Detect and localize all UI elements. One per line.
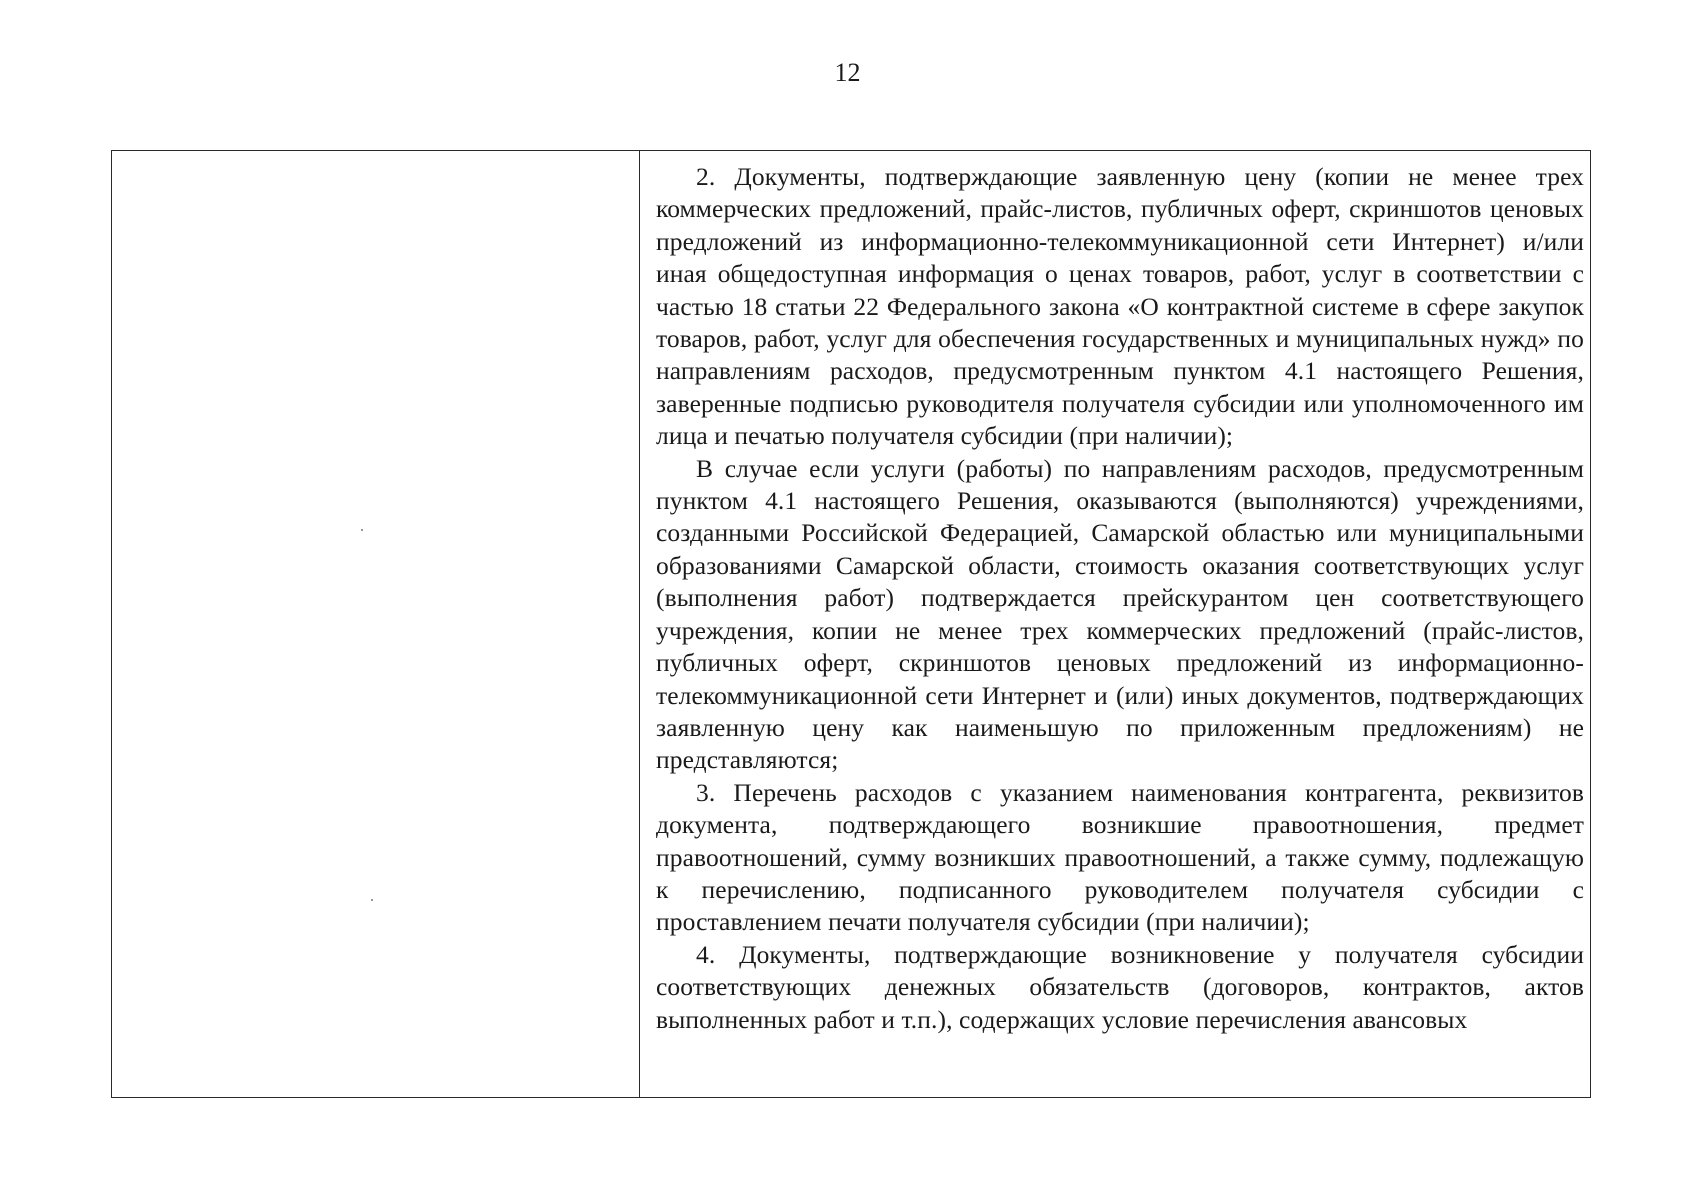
document-table [111,150,1591,1098]
scan-speck [361,529,363,531]
paragraph-exception: В случае если услуги (работы) по направлениям расходов, предусмотренным пунктом 4.1 настоящего Решения, оказываются (выполняются) учреждениями, созданными Российской Федерацией, Самарской областью или муниципальными образованиями Самарской области, стоимость оказания соответствующих услуг (выполнения работ) подтверждается прейскурантом цен соответствующего учреждения, копии не менее трех коммерческих предложений (прайс-листов, публичных оферт, скриншотов ценовых предложений из информационно-телекоммуникационной сети Интернет и (или) иных документов, подтверждающих заявленную цену как наименьшую по приложенным предложениям) не представляются; [656,453,1584,775]
table-right-cell [640,151,1590,1097]
page-number: 12 [834,58,861,87]
paragraph-item-3: 3. Перечень расходов с указанием наименования контрагента, реквизитов документа, подтверждающего возникшие правоотношения, предмет правоотношений, сумму возникших правоотношений, а также сумму, подлежащую к перечислению, подписанного руководителем получателя субсидии с проставлением печати получателя субсидии (при наличии); [656,777,1584,937]
paragraph-item-2: 2. Документы, подтверждающие заявленную цену (копии не менее трех коммерческих предложений, прайс-листов, публичных оферт, скриншотов ценовых предложений из информационно-телекоммуникационной сети Интернет) и/или иная общедоступная информация о ценах товаров, работ, услуг в соответствии с частью 18 статьи 22 Федерального закона «О контрактной системе в сфере закупок товаров, работ, услуг для обеспечения государственных и муниципальных нужд» по направлениям расходов, предусмотренным пунктом 4.1 настоящего Решения, заверенные подписью руководителя получателя субсидии или уполномоченного им лица и печатью получателя субсидии (при наличии); [656,162,1584,451]
paragraph-item-4: 4. Документы, подтверждающие возникновение у получателя субсидии соответствующих денежных обязательств (договоров, контрактов, актов выполненных работ и т.п.), содержащих условие перечисления авансовых [656,939,1584,1034]
table-left-cell [112,151,640,1097]
scan-speck [371,899,373,901]
